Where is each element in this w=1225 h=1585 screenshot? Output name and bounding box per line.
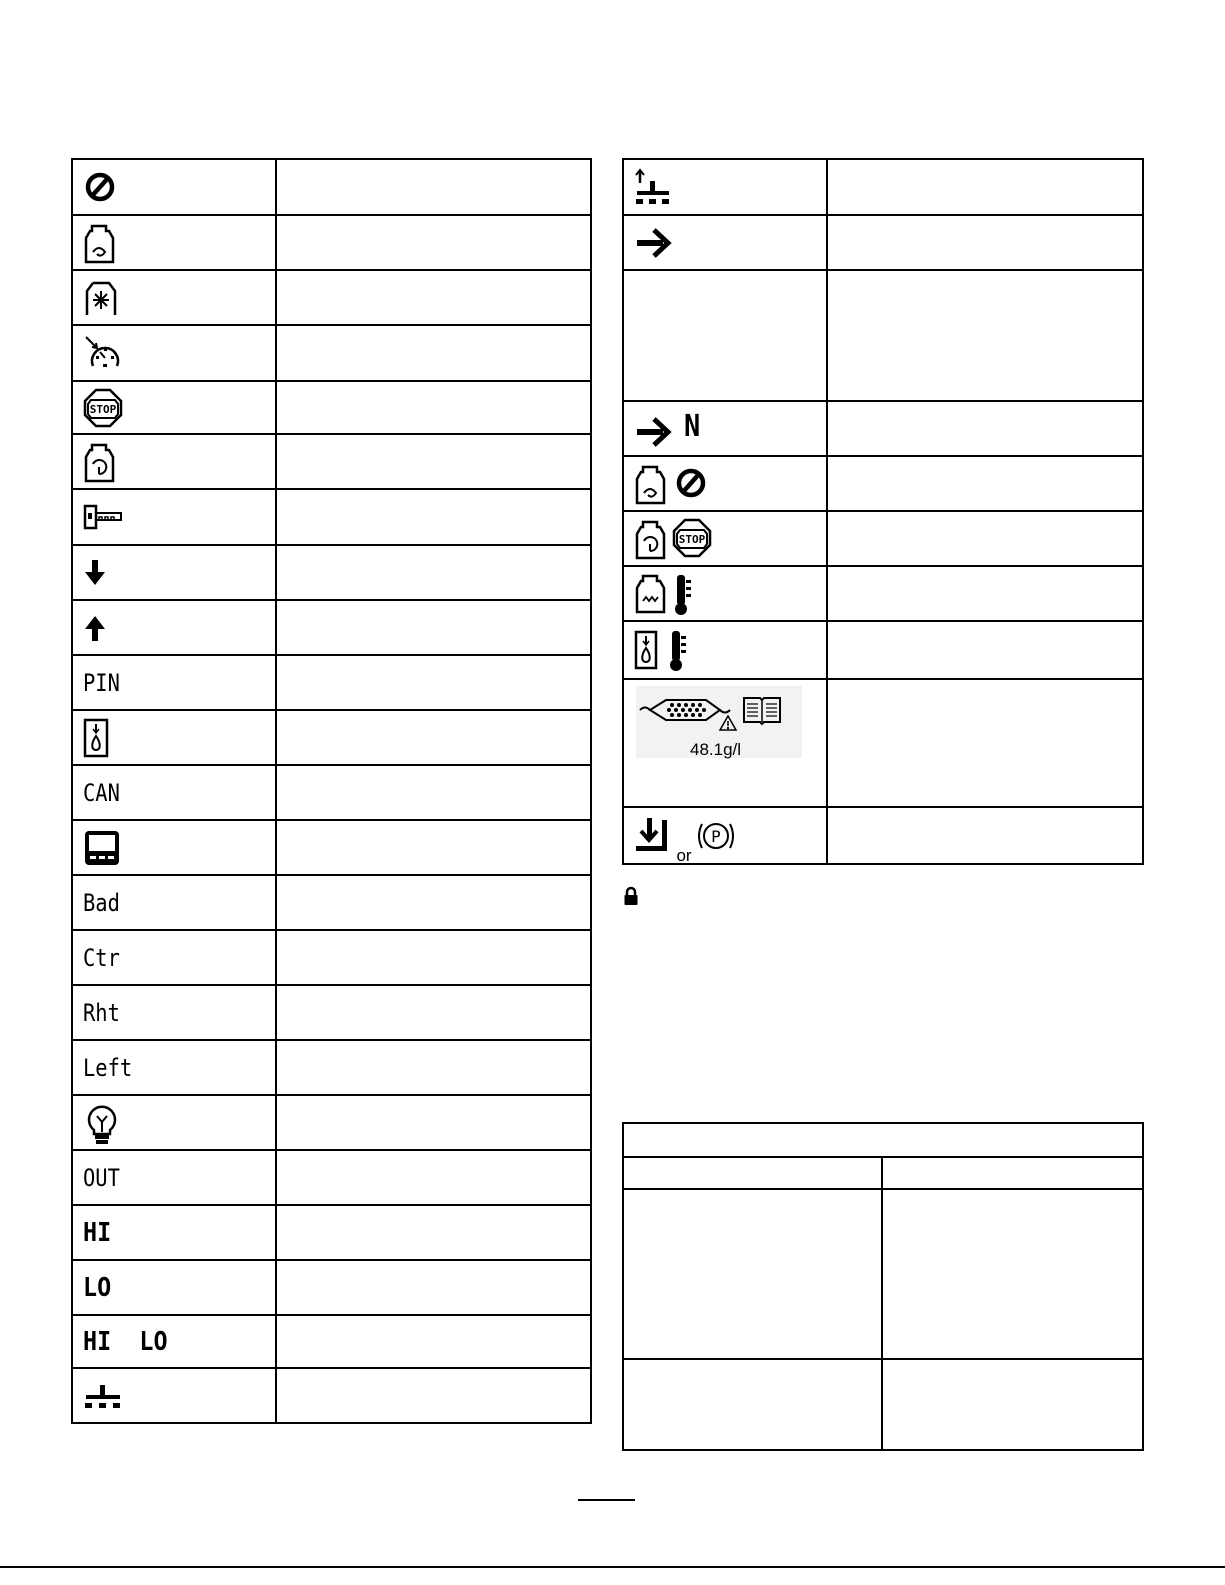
table-row (72, 1095, 591, 1150)
table-row (623, 456, 1143, 511)
info-table (622, 1122, 1144, 1451)
can-label: CAN (83, 778, 120, 807)
description-cell (276, 600, 591, 655)
table-row (623, 511, 1143, 566)
description-cell (276, 875, 591, 930)
description-cell (276, 325, 591, 381)
table-row (623, 1189, 1143, 1359)
description-cell (276, 655, 591, 710)
pin-label: PIN (83, 668, 120, 697)
symbol-cell (72, 215, 276, 270)
description-cell (276, 270, 591, 325)
arrow-up-icon (83, 613, 107, 643)
description-cell (276, 381, 591, 434)
symbol-cell (72, 159, 276, 215)
right-symbol-table (622, 158, 1144, 865)
engine-prohibited-icon (634, 463, 710, 505)
pto-raise-icon (634, 167, 674, 207)
table-row (72, 1150, 591, 1205)
description-cell (276, 820, 591, 875)
lamp-icon (83, 1100, 121, 1146)
symbol-cell (72, 1315, 276, 1368)
table-row (72, 820, 591, 875)
description-cell (276, 710, 591, 765)
table-row (623, 621, 1143, 679)
symbol-cell (623, 401, 827, 456)
table-row (72, 875, 591, 930)
soot-load-value: 48.1g/l (690, 740, 742, 759)
symbol-cell (623, 511, 827, 566)
symbol-cell (72, 930, 276, 985)
description-cell (827, 401, 1143, 456)
table-row (623, 215, 1143, 270)
description-cell (276, 930, 591, 985)
table-row (72, 1040, 591, 1095)
key-icon (83, 502, 123, 532)
arrow-right-icon (634, 227, 674, 259)
table-row (623, 679, 1143, 807)
display-controller-icon (83, 829, 121, 867)
table-row (72, 930, 591, 985)
table-row (72, 985, 591, 1040)
symbol-cell (72, 489, 276, 545)
description-cell (276, 159, 591, 215)
seat-icon (634, 816, 672, 856)
description-cell (276, 545, 591, 600)
prohibited-icon (83, 170, 117, 204)
symbol-cell (72, 270, 276, 325)
table-row (72, 765, 591, 820)
svg-text:P: P (711, 826, 721, 846)
symbol-cell (72, 875, 276, 930)
description-cell (827, 566, 1143, 621)
lo-label: LO (83, 1272, 112, 1303)
description-cell (276, 489, 591, 545)
table-row (72, 545, 591, 600)
description-cell (827, 807, 1143, 864)
symbol-cell (72, 1150, 276, 1205)
table-cell (882, 1189, 1143, 1359)
page-number-rule (578, 1499, 635, 1501)
table-row (72, 215, 591, 270)
or-label: or (676, 845, 692, 865)
svg-text:STOP: STOP (678, 532, 706, 546)
table-row (72, 434, 591, 489)
table-row (72, 325, 591, 381)
table-column-header-row (623, 1157, 1143, 1189)
symbol-cell (623, 621, 827, 679)
hydraulic-temperature-icon (634, 628, 694, 672)
description-cell (276, 1315, 591, 1368)
description-cell (827, 679, 1143, 807)
description-cell (827, 270, 1143, 401)
dpf-filter-icon (636, 686, 802, 742)
left-label: Left (83, 1053, 133, 1082)
symbol-cell (72, 325, 276, 381)
description-cell (276, 985, 591, 1040)
symbol-cell (72, 985, 276, 1040)
description-cell (276, 1260, 591, 1315)
table-row (72, 600, 591, 655)
symbol-cell (72, 1260, 276, 1315)
table-row (72, 270, 591, 325)
table-title-cell (623, 1123, 1143, 1157)
symbol-cell (623, 679, 827, 807)
table-cell (882, 1359, 1143, 1450)
neutral-label: N (684, 409, 701, 445)
symbol-cell (623, 159, 827, 215)
engine-outline-icon (83, 222, 115, 264)
table-row (72, 159, 591, 215)
table-row (623, 1359, 1143, 1450)
table-row (72, 655, 591, 710)
lock-icon (623, 886, 639, 906)
table-row (72, 1315, 591, 1368)
hi-label: HI (83, 1217, 112, 1248)
description-cell (276, 1368, 591, 1423)
description-cell (827, 511, 1143, 566)
description-cell (827, 621, 1143, 679)
fluid-level-icon (83, 718, 109, 758)
description-cell (827, 215, 1143, 270)
table-cell (623, 1359, 882, 1450)
table-row (623, 159, 1143, 215)
table-row (72, 1260, 591, 1315)
table-row (72, 489, 591, 545)
symbol-cell (72, 1040, 276, 1095)
left-symbol-table (71, 158, 592, 1424)
dpf-warning-manual-icon (636, 686, 802, 758)
description-cell (276, 1205, 591, 1260)
ctr-label: Ctr (83, 943, 120, 972)
bad-label: Bad (83, 888, 120, 917)
description-cell (827, 456, 1143, 511)
engine-temperature-icon (634, 572, 698, 616)
symbol-cell (72, 655, 276, 710)
description-cell (276, 215, 591, 270)
hi-lo-label: HI LO (83, 1326, 168, 1357)
description-cell (276, 434, 591, 489)
arrow-right-neutral-icon (634, 416, 674, 448)
column-header-cell (623, 1157, 882, 1189)
column-header-cell (882, 1157, 1143, 1189)
pto-icon (83, 1381, 123, 1411)
cold-start-icon (83, 279, 119, 317)
description-cell (276, 1095, 591, 1150)
symbol-cell (72, 1205, 276, 1260)
stop-icon (83, 388, 123, 428)
symbol-cell (72, 1368, 276, 1423)
page-bottom-rule (0, 1566, 1225, 1568)
symbol-cell (72, 381, 276, 434)
symbol-cell (72, 600, 276, 655)
table-row (72, 710, 591, 765)
park-brake-icon (696, 818, 736, 854)
table-row (72, 1368, 591, 1423)
table-header-row (623, 1123, 1143, 1157)
symbol-cell (72, 545, 276, 600)
table-row (623, 807, 1143, 864)
symbol-cell (623, 566, 827, 621)
svg-text:STOP: STOP (89, 402, 117, 416)
description-cell (276, 765, 591, 820)
symbol-cell (623, 270, 827, 401)
engine-stop-icon (634, 518, 714, 560)
symbol-cell (623, 807, 827, 864)
symbol-cell (72, 1095, 276, 1150)
symbol-cell (72, 710, 276, 765)
engine-check-icon (83, 441, 115, 483)
table-row (623, 401, 1143, 456)
table-row (72, 381, 591, 434)
symbol-cell (72, 820, 276, 875)
symbol-cell (623, 456, 827, 511)
description-cell (276, 1040, 591, 1095)
symbol-cell (623, 215, 827, 270)
speedometer-arrow-icon (83, 334, 123, 372)
description-cell (276, 1150, 591, 1205)
table-row (623, 270, 1143, 401)
description-cell (827, 159, 1143, 215)
arrow-down-icon (83, 558, 107, 588)
out-label: OUT (83, 1163, 120, 1192)
table-row (72, 1205, 591, 1260)
table-cell (623, 1189, 882, 1359)
table-row (623, 566, 1143, 621)
symbol-cell (72, 434, 276, 489)
symbol-cell (72, 765, 276, 820)
rht-label: Rht (83, 998, 120, 1027)
